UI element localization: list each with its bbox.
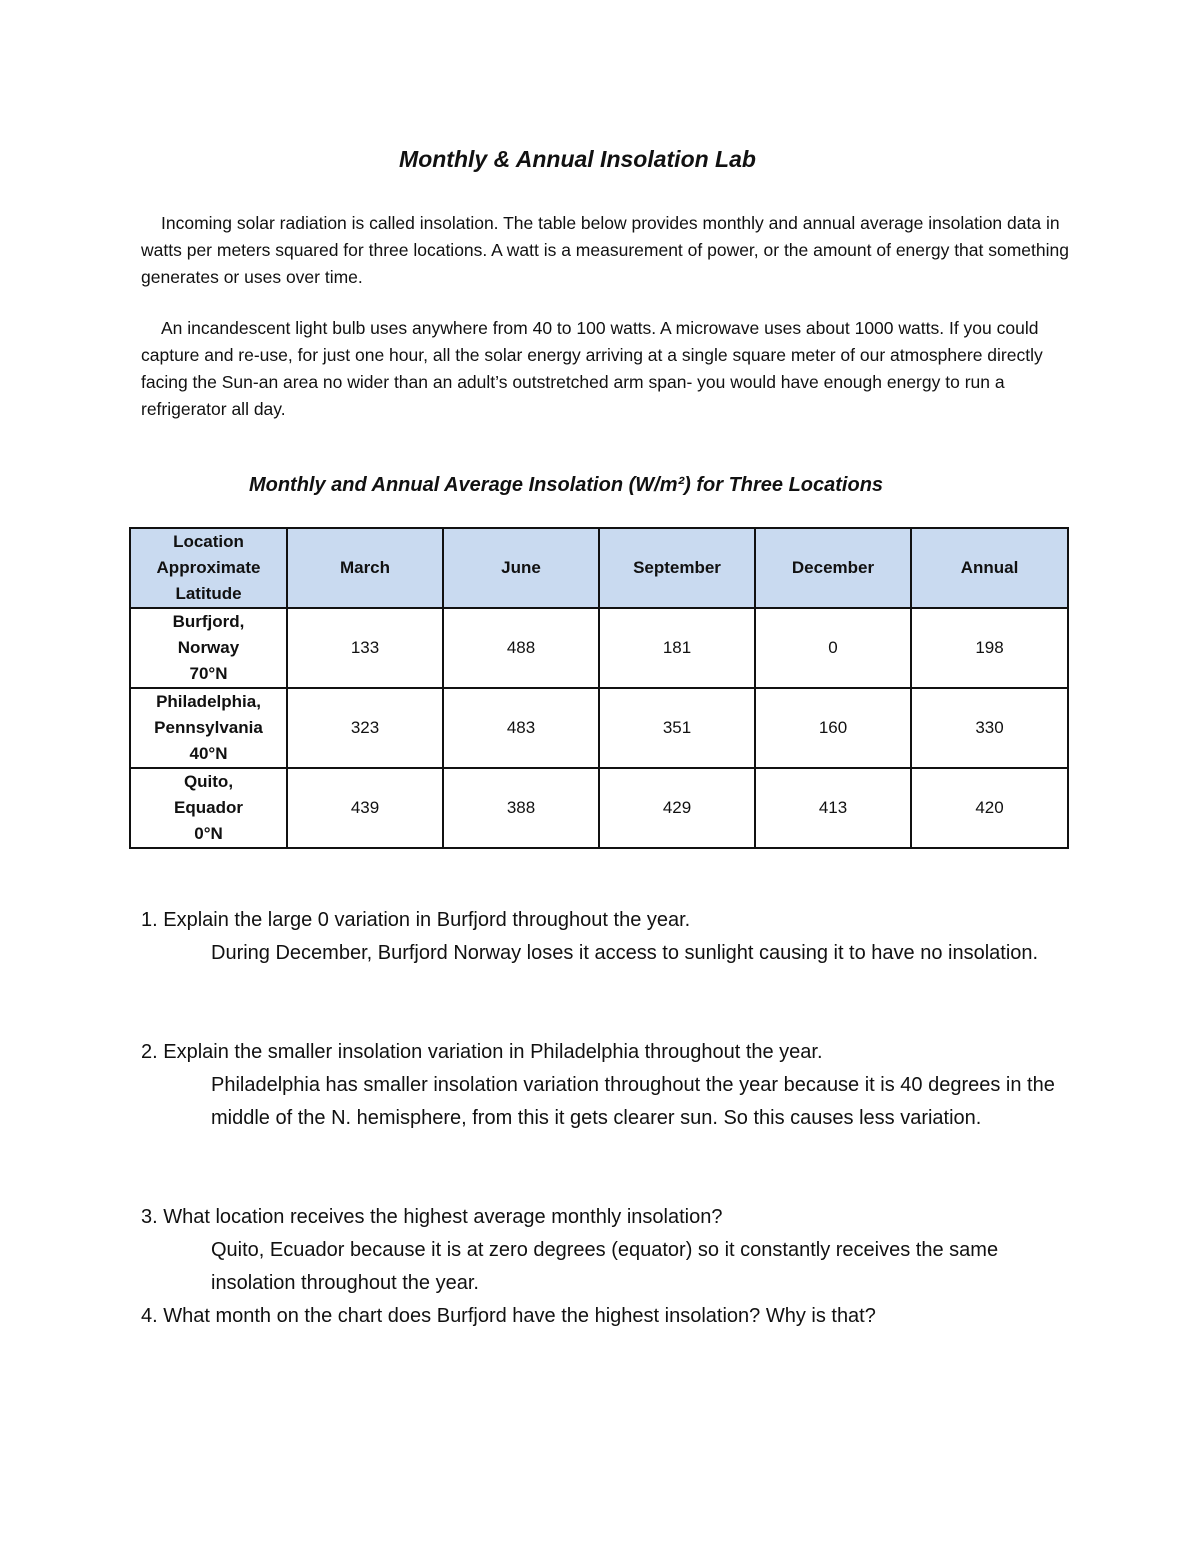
answer-3: Quito, Ecuador because it is at zero degrees (equator) so it constantly receives the same insolation throughout the year. bbox=[211, 1239, 999, 1294]
header-location-line: Location bbox=[173, 532, 244, 551]
value-cell: 413 bbox=[755, 768, 911, 848]
header-location-line: Approximate bbox=[156, 558, 261, 577]
value-cell: 429 bbox=[599, 768, 755, 848]
table-row bbox=[130, 608, 1068, 688]
location-cell bbox=[130, 688, 287, 768]
value-cell: 160 bbox=[755, 688, 911, 768]
header-location bbox=[130, 528, 287, 608]
answer-2: Philadelphia has smaller insolation variation throughout the year because it is 40 degrees in the middle of the N. hemisphere, from this it gets clearer sun. So this causes less variation. bbox=[211, 1074, 1055, 1129]
value-cell: 351 bbox=[599, 688, 755, 768]
location-line: Pennsylvania bbox=[154, 718, 263, 737]
location-line: Equador bbox=[174, 798, 243, 817]
value-cell: 439 bbox=[287, 768, 443, 848]
intro-text-1: Incoming solar radiation is called insolation. The table below provides monthly and annual average insolation data in watts per meters squared for three locations. A watt is a measurement of power, or the amount of energy that something generates or uses over time. bbox=[141, 213, 1069, 287]
question-block-4 bbox=[141, 1300, 1081, 1333]
location-line: Norway bbox=[177, 638, 240, 657]
value-cell: 388 bbox=[443, 768, 599, 848]
value-cell: 323 bbox=[287, 688, 443, 768]
value-cell: 198 bbox=[911, 608, 1068, 688]
location-line: Burfjord, bbox=[172, 612, 245, 631]
table-header-row bbox=[130, 528, 1068, 608]
header-september: September bbox=[599, 528, 755, 608]
value-cell: 420 bbox=[911, 768, 1068, 848]
value-cell: 133 bbox=[287, 608, 443, 688]
header-december: December bbox=[755, 528, 911, 608]
value-cell: 488 bbox=[443, 608, 599, 688]
value-cell: 483 bbox=[443, 688, 599, 768]
question-4: 4. What month on the chart does Burfjord have the highest insolation? Why is that? bbox=[141, 1305, 876, 1327]
answer-1: During December, Burfjord Norway loses it access to sunlight causing it to have no insolation. bbox=[211, 942, 1039, 964]
insolation-table bbox=[129, 527, 1069, 849]
header-march: March bbox=[287, 528, 443, 608]
location-line: Quito, bbox=[183, 772, 234, 791]
header-location-line: Latitude bbox=[175, 584, 242, 603]
location-cell bbox=[130, 608, 287, 688]
intro-paragraph-2 bbox=[141, 315, 1071, 423]
value-cell: 0 bbox=[755, 608, 911, 688]
table-title: Monthly and Annual Average Insolation (W/m²) for Three Locations bbox=[248, 474, 884, 496]
location-cell bbox=[130, 768, 287, 848]
intro-text-2: An incandescent light bulb uses anywhere from 40 to 100 watts. A microwave uses about 1000 watts. If you could capture and re-use, for just one hour, all the solar energy arriving at a single square meter of our atmosphere directly facing the Sun-an area no wider than an adult’s outstretched arm span- you would have enough energy to run a refrigerator all day. bbox=[141, 318, 1043, 419]
question-block-3 bbox=[141, 1201, 1081, 1300]
location-line: 0°N bbox=[194, 824, 223, 843]
header-annual: Annual bbox=[911, 528, 1068, 608]
value-cell: 181 bbox=[599, 608, 755, 688]
question-2: 2. Explain the smaller insolation variation in Philadelphia throughout the year. bbox=[141, 1041, 823, 1063]
value-cell: 330 bbox=[911, 688, 1068, 768]
page-title: Monthly & Annual Insolation Lab bbox=[399, 146, 756, 172]
question-1: 1. Explain the large 0 variation in Burfjord throughout the year. bbox=[141, 909, 691, 931]
question-block-1 bbox=[141, 904, 1081, 970]
header-june: June bbox=[443, 528, 599, 608]
location-line: Philadelphia, bbox=[156, 692, 261, 711]
table-row bbox=[130, 768, 1068, 848]
location-line: 70°N bbox=[189, 664, 228, 683]
intro-paragraph-1 bbox=[141, 210, 1071, 291]
location-line: 40°N bbox=[189, 744, 228, 763]
table-row bbox=[130, 688, 1068, 768]
question-block-2 bbox=[141, 1036, 1081, 1135]
question-3: 3. What location receives the highest average monthly insolation? bbox=[141, 1206, 723, 1228]
